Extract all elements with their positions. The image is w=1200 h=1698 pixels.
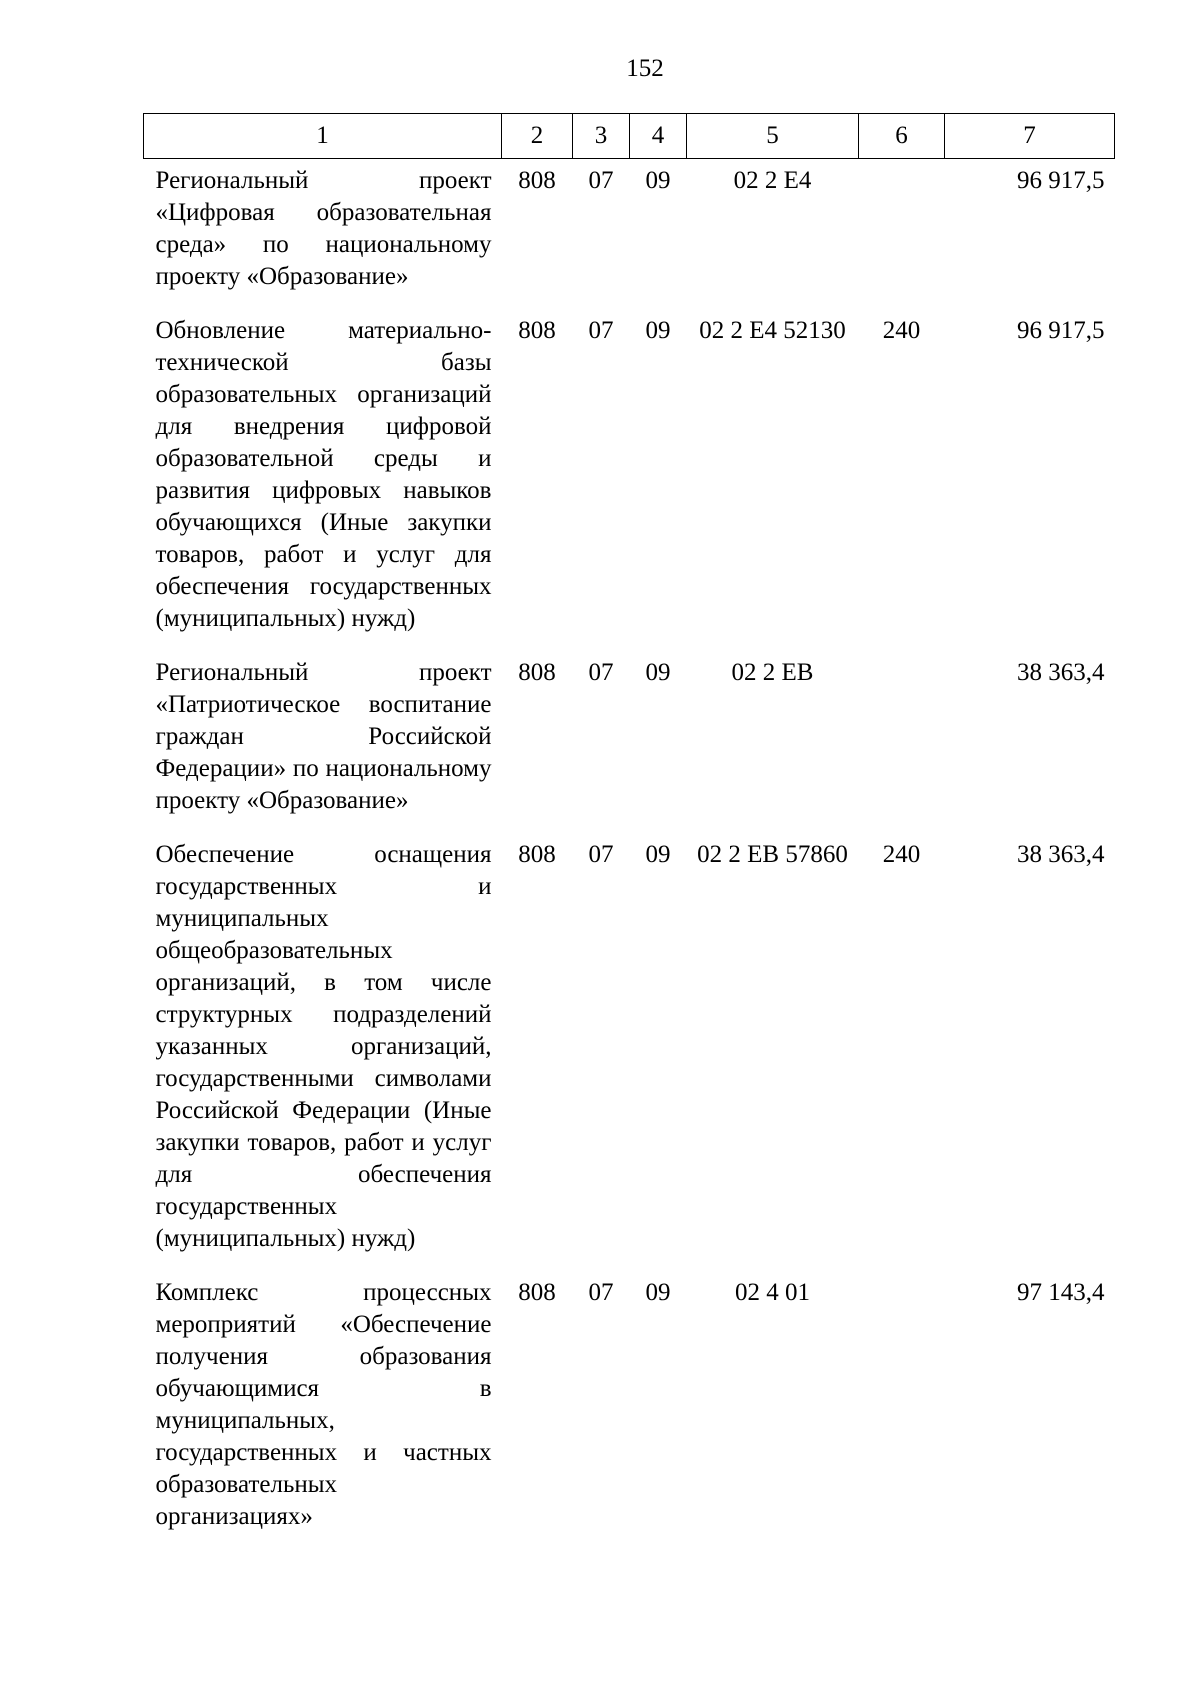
cell-section: 07: [588, 1279, 614, 1306]
cell-expense-type: [859, 159, 945, 300]
cell-expense-type: 240: [882, 841, 921, 868]
cell-admin-code: 808: [518, 317, 556, 344]
cell-amount: 38 363,4: [1017, 659, 1105, 686]
cell-amount: 96 917,5: [1017, 317, 1105, 344]
table-row: [144, 823, 1115, 1261]
cell-subsection: 09: [645, 317, 671, 344]
cell-expense-type: [859, 1261, 945, 1539]
cell-section: 07: [588, 841, 614, 868]
cell-section: 07: [588, 659, 614, 686]
cell-section: 07: [588, 167, 614, 194]
table-row: [144, 1261, 1115, 1539]
cell-target-code: 02 4 01: [735, 1279, 810, 1306]
cell-target-code: 02 2 Е4 52130: [699, 317, 846, 344]
cell-section: 07: [588, 317, 614, 344]
cell-admin-code: 808: [518, 167, 556, 194]
table-row: [144, 641, 1115, 823]
column-header-4: 4: [630, 114, 687, 159]
column-header-5: 5: [687, 114, 859, 159]
cell-admin-code: 808: [518, 841, 556, 868]
cell-expense-type: 240: [882, 317, 921, 344]
column-header-1: 1: [144, 114, 502, 159]
row-name: Региональный проект «Патриотическое воспитание граждан Российской Федерации» по национальному проекту «Образование»: [155, 659, 492, 814]
cell-target-code: 02 2 ЕВ: [731, 659, 814, 686]
column-header-6: 6: [859, 114, 945, 159]
column-header-3: 3: [573, 114, 630, 159]
row-name: Комплекс процессных мероприятий «Обеспечение получения образования обучающимися в муниципальных, государственных и частных образовательных организациях»: [155, 1279, 492, 1530]
page-number: 152: [626, 55, 664, 82]
cell-subsection: 09: [645, 659, 671, 686]
cell-amount: 38 363,4: [1017, 841, 1105, 868]
cell-target-code: 02 2 ЕВ 57860: [697, 841, 848, 868]
row-name: Обновление материально-технической базы образовательных организаций для внедрения цифровой образовательной среды и развития цифровых навыков обучающихся (Иные закупки товаров, работ и услуг для обеспечения государственных (муниципальных) нужд): [155, 317, 492, 632]
cell-admin-code: 808: [518, 1279, 556, 1306]
column-header-2: 2: [502, 114, 573, 159]
cell-subsection: 09: [645, 841, 671, 868]
budget-table: [143, 113, 1115, 1539]
table-row: [144, 159, 1115, 300]
cell-subsection: 09: [645, 167, 671, 194]
cell-expense-type: [859, 641, 945, 823]
row-name: Региональный проект «Цифровая образовательная среда» по национальному проекту «Образование»: [155, 167, 492, 290]
cell-admin-code: 808: [518, 659, 556, 686]
cell-target-code: 02 2 Е4: [733, 167, 812, 194]
header-row: [144, 114, 1115, 159]
cell-subsection: 09: [645, 1279, 671, 1306]
table-row: [144, 299, 1115, 641]
cell-amount: 96 917,5: [1017, 167, 1105, 194]
column-header-7: 7: [945, 114, 1115, 159]
cell-amount: 97 143,4: [1017, 1279, 1105, 1306]
row-name: Обеспечение оснащения государственных и муниципальных общеобразовательных организаций, в том числе структурных подразделений указанных организаций, государственными символами Российской Федерации (Иные закупки товаров, работ и услуг для обеспечения государственных (муниципальных) нужд): [155, 841, 492, 1252]
